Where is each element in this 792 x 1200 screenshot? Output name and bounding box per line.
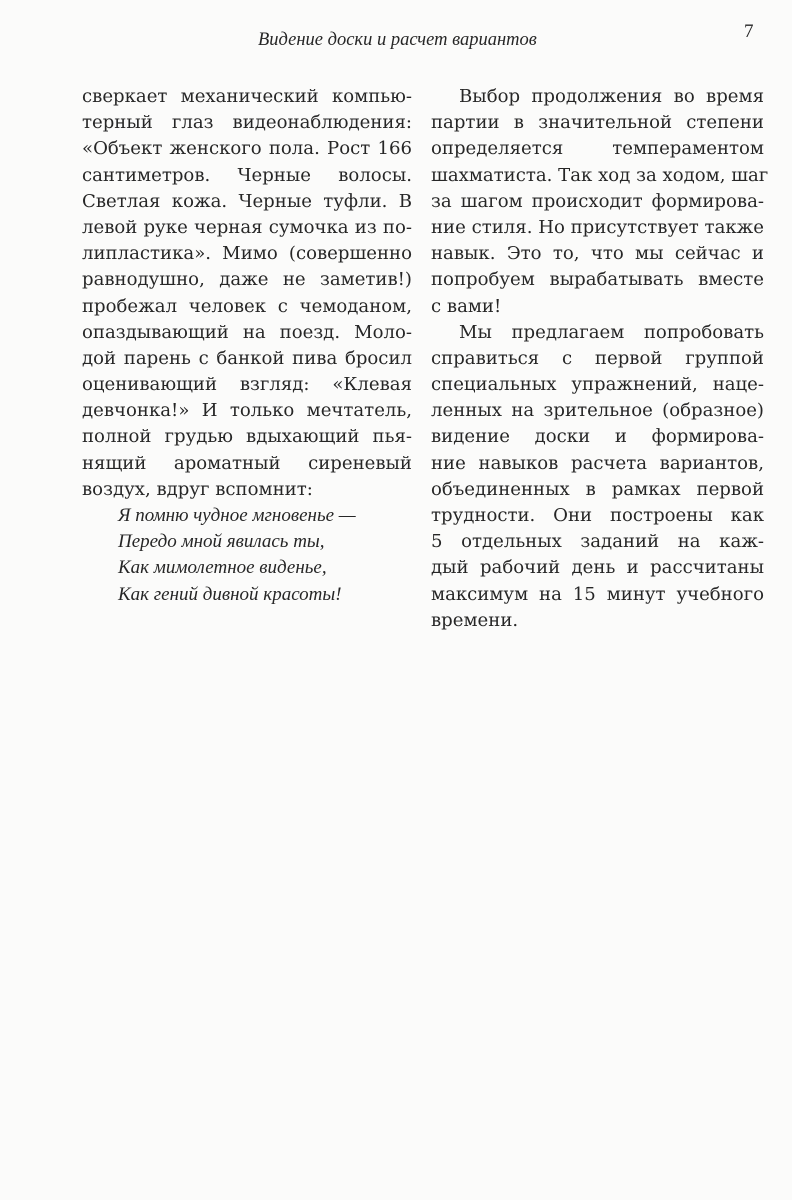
text-line: справиться с первой группой [431,347,764,369]
text-line: опаздывающий на поезд. Моло- [82,321,412,343]
text-line: липластика». Мимо (совершенно [82,243,412,265]
verse-line: Как мимолетное виденье, [118,557,327,579]
text-line: ленных на зрительное (образное) [431,400,764,422]
text-line: пробежал человек с чемоданом, [82,295,412,317]
left-column [82,84,412,608]
verse-line: Передо мной явилась ты, [118,531,325,553]
text-line: Выбор продолжения во время [459,86,764,107]
text-line: шахматиста. Так ход за ходом, шаг [431,164,769,186]
text-line: дой парень с банкой пива бросил [82,347,412,369]
text-line: трудности. Они построены как [431,505,764,526]
text-line: сантиметров. Черные волосы. [82,164,412,186]
right-column [431,84,769,634]
text-line: дый рабочий день и рассчитаны [431,557,764,579]
text-line: Светлая кожа. Черные туфли. В [82,190,412,212]
text-line: времени. [431,609,519,631]
text-line: девчонка!» И только мечтатель, [82,400,412,422]
text-line: навык. Это то, что мы сейчас и [431,243,764,265]
text-line: ние навыков расчета вариантов, [431,452,764,474]
verse-line: Я помню чудное мгновенье — [118,505,356,526]
text-line: с вами! [431,295,502,317]
page-number: 7 [744,21,754,42]
text-line: максимум на 15 минут учебного [431,583,764,605]
text-line: видение доски и формирова- [431,426,764,448]
paragraph-exercises [431,320,764,634]
text-line: определяется темпераментом [431,138,764,160]
paragraph-style-choice [431,84,769,320]
text-line: специальных упражнений, наце- [431,374,764,396]
text-line: объединенных в рамках первой [431,478,764,500]
running-head [0,21,792,54]
text-line: ние стиля. Но присутствует также [431,216,765,238]
header-title: Видение доски и расчет вариантов [258,30,537,50]
text-line: равнодушно, даже не заметив!) [82,269,412,291]
text-line: «Объект женского пола. Рост 166 [82,138,412,160]
text-line: нящий ароматный сиреневый [82,452,412,474]
text-line: партии в значительной степени [431,112,764,134]
verse-line: Как гений дивной красоты! [118,583,342,605]
text-line: Мы предлагаем попробовать [459,321,764,343]
poem-quote [82,503,412,608]
text-line: оценивающий взгляд: «Клевая [82,374,412,396]
text-line: 5 отдельных заданий на каж- [431,531,764,553]
text-line: за шагом происходит формирова- [431,190,764,212]
text-line: сверкает механический компью- [82,86,412,107]
text-line: левой руке черная сумочка из по- [82,216,412,238]
text-line: попробуем вырабатывать вместе [431,269,764,291]
text-line: терный глаз видеонаблюдения: [82,112,412,134]
text-line: полной грудью вдыхающий пья- [82,426,412,448]
text-line: воздух, вдруг вспомнит: [82,478,313,500]
